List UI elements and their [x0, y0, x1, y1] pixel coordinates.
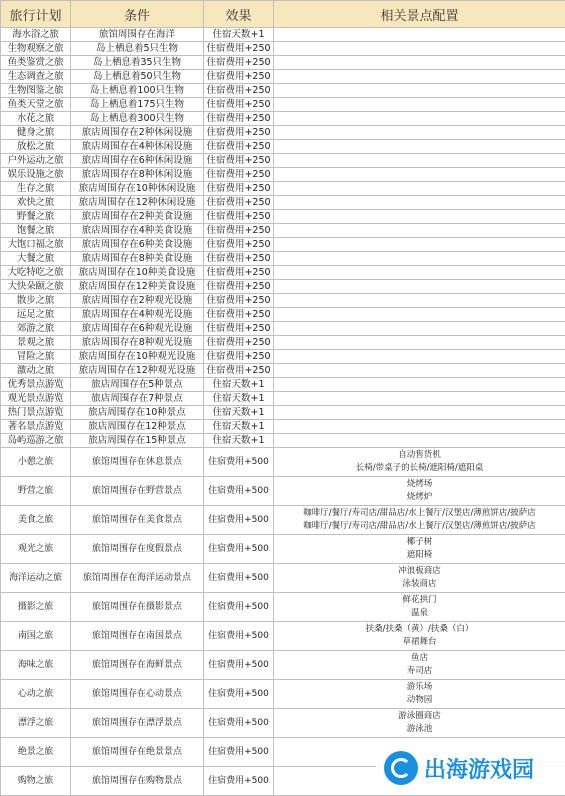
plan-condition: 岛上栖息着100只生物 [71, 84, 204, 98]
plan-condition: 旅店周围存在2种休闲设施 [71, 126, 204, 140]
plan-spots [274, 210, 565, 224]
spot-line: 自动售货机 [274, 449, 565, 462]
plan-spots [274, 224, 565, 238]
plan-effect: 住宿费用+250 [204, 308, 274, 322]
table-row [1, 308, 565, 322]
table-row [1, 593, 565, 622]
plan-name: 户外运动之旅 [1, 154, 71, 168]
logo-text: 出海游戏园 [424, 753, 534, 784]
plan-condition: 旅店周围存在8种美食设施 [71, 252, 204, 266]
plan-effect: 住宿天数+1 [204, 392, 274, 406]
plan-condition: 旅馆周围存在美食景点 [71, 506, 204, 535]
table-row [1, 294, 565, 308]
plan-name: 生物观察之旅 [1, 42, 71, 56]
plan-condition: 旅店周围存在4种观光设施 [71, 308, 204, 322]
plan-effect: 住宿费用+500 [204, 767, 274, 796]
spot-line: 动物园 [274, 694, 565, 707]
plan-spots [274, 42, 565, 56]
spot-line: 游泳池 [274, 723, 565, 736]
plan-name: 大快朵颐之旅 [1, 280, 71, 294]
plan-spots [274, 364, 565, 378]
plan-spots [274, 448, 565, 477]
table-row [1, 154, 565, 168]
plan-spots [274, 266, 565, 280]
table-row [1, 364, 565, 378]
plan-name: 绝景之旅 [1, 738, 71, 767]
table-row [1, 535, 565, 564]
plan-name: 海水浴之旅 [1, 28, 71, 42]
plan-effect: 住宿天数+1 [204, 378, 274, 392]
spot-line: 鲜花拱门 [274, 594, 565, 607]
plan-condition: 旅店周围存在10种休闲设施 [71, 182, 204, 196]
plan-effect: 住宿费用+250 [204, 364, 274, 378]
table-row [1, 434, 565, 448]
plan-effect: 住宿费用+500 [204, 477, 274, 506]
plan-condition: 旅店周围存在6种休闲设施 [71, 154, 204, 168]
table-row [1, 252, 565, 266]
plan-name: 远足之旅 [1, 308, 71, 322]
plan-name: 海味之旅 [1, 651, 71, 680]
plan-condition: 旅馆周围存在海洋 [71, 28, 204, 42]
plan-spots [274, 506, 565, 535]
table-row [1, 70, 565, 84]
table-row [1, 126, 565, 140]
plan-condition: 旅店周围存在8种休闲设施 [71, 168, 204, 182]
plan-name: 热门景点游览 [1, 406, 71, 420]
header-condition: 条件 [71, 1, 204, 28]
spot-line: 游泳圈商店 [274, 710, 565, 723]
plan-spots [274, 350, 565, 364]
table-header-row [1, 1, 565, 28]
plan-spots [274, 56, 565, 70]
plan-effect: 住宿费用+250 [204, 210, 274, 224]
spot-line: 泳装商店 [274, 578, 565, 591]
table-row [1, 506, 565, 535]
plan-spots [274, 182, 565, 196]
plan-spots [274, 709, 565, 738]
plan-condition: 旅馆周围存在心动景点 [71, 680, 204, 709]
plan-effect: 住宿天数+1 [204, 420, 274, 434]
table-row [1, 420, 565, 434]
header-effect: 效果 [204, 1, 274, 28]
spot-line: 咖啡厅/餐厅/寿司店/甜品店/水上餐厅/汉堡店/薄煎饼店/披萨店 [274, 520, 565, 533]
table-row [1, 266, 565, 280]
plan-effect: 住宿费用+250 [204, 70, 274, 84]
spot-line: 烧烤场 [274, 478, 565, 491]
plan-name: 观光之旅 [1, 535, 71, 564]
plan-spots [274, 294, 565, 308]
table-row [1, 224, 565, 238]
plan-name: 南国之旅 [1, 622, 71, 651]
table-row [1, 28, 565, 42]
plan-name: 饱餐之旅 [1, 224, 71, 238]
plan-spots [274, 196, 565, 210]
plan-spots [274, 308, 565, 322]
plan-condition: 旅店周围存在6种观光设施 [71, 322, 204, 336]
plan-condition: 旅店周围存在7种景点 [71, 392, 204, 406]
plan-name: 购物之旅 [1, 767, 71, 796]
spot-line: 温泉 [274, 607, 565, 620]
plan-spots [274, 434, 565, 448]
table-row [1, 182, 565, 196]
plan-effect: 住宿费用+250 [204, 182, 274, 196]
plan-condition: 旅馆周围存在漂浮景点 [71, 709, 204, 738]
plan-effect: 住宿费用+250 [204, 196, 274, 210]
plan-condition: 旅店周围存在12种美食设施 [71, 280, 204, 294]
table-row [1, 322, 565, 336]
plan-effect: 住宿费用+500 [204, 709, 274, 738]
table-row [1, 112, 565, 126]
table-row [1, 378, 565, 392]
plan-spots [274, 98, 565, 112]
plan-name: 摄影之旅 [1, 593, 71, 622]
plan-spots [274, 140, 565, 154]
plan-effect: 住宿费用+250 [204, 56, 274, 70]
plan-effect: 住宿费用+500 [204, 564, 274, 593]
plan-condition: 旅店周围存在10种观光设施 [71, 350, 204, 364]
plan-spots [274, 378, 565, 392]
plan-name: 景观之旅 [1, 336, 71, 350]
plan-condition: 旅馆周围存在休息景点 [71, 448, 204, 477]
plan-effect: 住宿费用+250 [204, 336, 274, 350]
table-row [1, 140, 565, 154]
plan-effect: 住宿费用+250 [204, 112, 274, 126]
plan-spots [274, 70, 565, 84]
plan-effect: 住宿费用+500 [204, 738, 274, 767]
plan-effect: 住宿费用+250 [204, 42, 274, 56]
plan-effect: 住宿天数+1 [204, 28, 274, 42]
plan-effect: 住宿费用+500 [204, 651, 274, 680]
plan-effect: 住宿费用+250 [204, 294, 274, 308]
table-row [1, 477, 565, 506]
plan-condition: 旅店周围存在12种观光设施 [71, 364, 204, 378]
plan-name: 海洋运动之旅 [1, 564, 71, 593]
plan-name: 心动之旅 [1, 680, 71, 709]
spot-line: 游乐场 [274, 681, 565, 694]
plan-condition: 岛上栖息着35只生物 [71, 56, 204, 70]
plan-spots [274, 593, 565, 622]
table-row [1, 210, 565, 224]
plan-effect: 住宿费用+500 [204, 506, 274, 535]
plan-condition: 旅店周围存在2种美食设施 [71, 210, 204, 224]
plan-condition: 岛上栖息着5只生物 [71, 42, 204, 56]
spot-line: 烧烤炉 [274, 491, 565, 504]
plan-name: 大饱口福之旅 [1, 238, 71, 252]
table-row [1, 709, 565, 738]
plan-name: 小憩之旅 [1, 448, 71, 477]
plan-name: 鱼类天堂之旅 [1, 98, 71, 112]
plan-effect: 住宿费用+250 [204, 322, 274, 336]
plan-name: 野餐之旅 [1, 210, 71, 224]
plan-name: 鱼类鉴赏之旅 [1, 56, 71, 70]
plan-condition: 旅店周围存在4种美食设施 [71, 224, 204, 238]
plan-effect: 住宿费用+500 [204, 622, 274, 651]
plan-name: 生态调查之旅 [1, 70, 71, 84]
plan-name: 漂浮之旅 [1, 709, 71, 738]
plan-condition: 旅店周围存在12种景点 [71, 420, 204, 434]
plan-condition: 旅店周围存在15种景点 [71, 434, 204, 448]
plan-condition: 旅店周围存在8种观光设施 [71, 336, 204, 350]
table-row [1, 196, 565, 210]
spot-line: 寿司店 [274, 665, 565, 678]
table-row [1, 651, 565, 680]
plan-spots [274, 252, 565, 266]
plan-name: 激动之旅 [1, 364, 71, 378]
plan-spots [274, 84, 565, 98]
plan-condition: 旅馆周围存在摄影景点 [71, 593, 204, 622]
table-row [1, 280, 565, 294]
plan-effect: 住宿费用+250 [204, 266, 274, 280]
plan-effect: 住宿天数+1 [204, 406, 274, 420]
plan-name: 美食之旅 [1, 506, 71, 535]
spot-line: 遮阳椅 [274, 549, 565, 562]
plan-spots [274, 280, 565, 294]
logo-icon [384, 751, 418, 785]
table-row [1, 336, 565, 350]
spot-line: 长椅/带桌子的长椅/遮阳椅/遮阳桌 [274, 462, 565, 475]
plan-condition: 岛上栖息着300只生物 [71, 112, 204, 126]
plan-name: 大餐之旅 [1, 252, 71, 266]
plan-effect: 住宿费用+500 [204, 680, 274, 709]
spot-line: 咖啡厅/餐厅/寿司店/甜品店/水上餐厅/汉堡店/薄煎饼店/披萨店 [274, 507, 565, 520]
site-logo [376, 742, 565, 794]
spot-line: 椰子树 [274, 536, 565, 549]
plan-condition: 旅店周围存在10种美食设施 [71, 266, 204, 280]
plan-effect: 住宿费用+250 [204, 238, 274, 252]
plan-spots [274, 238, 565, 252]
plan-condition: 旅馆周围存在海鲜景点 [71, 651, 204, 680]
plan-effect: 住宿费用+250 [204, 154, 274, 168]
plan-spots [274, 154, 565, 168]
plan-effect: 住宿费用+250 [204, 252, 274, 266]
plan-spots [274, 168, 565, 182]
plan-spots [274, 477, 565, 506]
plan-effect: 住宿费用+250 [204, 140, 274, 154]
table-row [1, 392, 565, 406]
plan-name: 野营之旅 [1, 477, 71, 506]
table-row [1, 98, 565, 112]
plan-effect: 住宿费用+250 [204, 84, 274, 98]
plan-condition: 旅店周围存在2种观光设施 [71, 294, 204, 308]
table-row [1, 84, 565, 98]
table-row [1, 56, 565, 70]
plan-name: 放松之旅 [1, 140, 71, 154]
plan-spots [274, 28, 565, 42]
plan-effect: 住宿费用+500 [204, 593, 274, 622]
plan-condition: 旅馆周围存在度假景点 [71, 535, 204, 564]
table-row [1, 238, 565, 252]
plan-spots [274, 392, 565, 406]
plan-effect: 住宿费用+250 [204, 280, 274, 294]
plan-effect: 住宿费用+250 [204, 126, 274, 140]
plan-name: 优秀景点游览 [1, 378, 71, 392]
header-plan: 旅行计划 [1, 1, 71, 28]
plan-effect: 住宿费用+250 [204, 168, 274, 182]
plan-name: 生物图鉴之旅 [1, 84, 71, 98]
plan-condition: 旅馆周围存在南国景点 [71, 622, 204, 651]
plan-spots [274, 112, 565, 126]
plan-name: 娱乐设施之旅 [1, 168, 71, 182]
plan-condition: 旅店周围存在6种美食设施 [71, 238, 204, 252]
plan-name: 水花之旅 [1, 112, 71, 126]
plan-condition: 旅馆周围存在野营景点 [71, 477, 204, 506]
table-row [1, 448, 565, 477]
plan-effect: 住宿费用+250 [204, 350, 274, 364]
plan-condition: 岛上栖息着175只生物 [71, 98, 204, 112]
plan-name: 散步之旅 [1, 294, 71, 308]
spot-line: 扶桑/扶桑（黄）/扶桑（白） [274, 623, 565, 636]
plan-condition: 旅馆周围存在购物景点 [71, 767, 204, 796]
plan-name: 大吃特吃之旅 [1, 266, 71, 280]
spot-line: 冲浪板商店 [274, 565, 565, 578]
plan-name: 观光景点游览 [1, 392, 71, 406]
table-row [1, 168, 565, 182]
plan-condition: 岛上栖息着50只生物 [71, 70, 204, 84]
plan-condition: 旅店周围存在10种景点 [71, 406, 204, 420]
plan-effect: 住宿天数+1 [204, 434, 274, 448]
table-row [1, 622, 565, 651]
plan-effect: 住宿费用+250 [204, 98, 274, 112]
plan-name: 欢快之旅 [1, 196, 71, 210]
plan-condition: 旅馆周围存在绝景景点 [71, 738, 204, 767]
plan-name: 著名景点游览 [1, 420, 71, 434]
table-row [1, 350, 565, 364]
plan-spots [274, 622, 565, 651]
plan-effect: 住宿费用+250 [204, 224, 274, 238]
plan-effect: 住宿费用+500 [204, 448, 274, 477]
table-row [1, 680, 565, 709]
table-row [1, 406, 565, 420]
spot-line: 草裙舞台 [274, 636, 565, 649]
plan-name: 郊游之旅 [1, 322, 71, 336]
plan-condition: 旅店周围存在5种景点 [71, 378, 204, 392]
plan-spots [274, 651, 565, 680]
plan-spots [274, 420, 565, 434]
table-row [1, 564, 565, 593]
plan-spots [274, 680, 565, 709]
plan-condition: 旅馆周围存在海洋运动景点 [71, 564, 204, 593]
plan-name: 生存之旅 [1, 182, 71, 196]
plan-spots [274, 406, 565, 420]
plan-name: 健身之旅 [1, 126, 71, 140]
plan-condition: 旅店周围存在12种休闲设施 [71, 196, 204, 210]
plan-spots [274, 564, 565, 593]
table-body [1, 28, 565, 796]
plan-name: 冒险之旅 [1, 350, 71, 364]
plan-name: 岛屿巡游之旅 [1, 434, 71, 448]
plan-spots [274, 126, 565, 140]
table-row [1, 42, 565, 56]
plan-effect: 住宿费用+500 [204, 535, 274, 564]
plan-spots [274, 535, 565, 564]
spot-line: 鱼店 [274, 652, 565, 665]
plan-condition: 旅店周围存在4种休闲设施 [71, 140, 204, 154]
plan-spots [274, 322, 565, 336]
plan-spots [274, 336, 565, 350]
header-spots: 相关景点配置 [274, 1, 565, 28]
